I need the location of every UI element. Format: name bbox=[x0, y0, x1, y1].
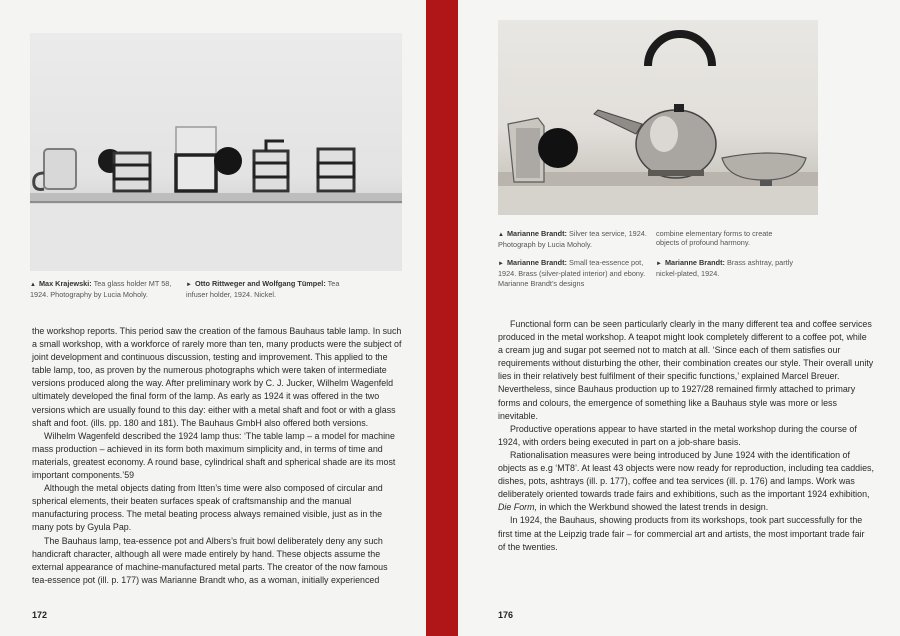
right-paragraph-1: Functional form can be seen particularly clearly in the many different tea and coffee services produced in the metal workshop. A teapot might look completely different to a coffee pot, while a cream jug and sugar pot seemed not to match at all. ‘Since each of them satisfies our requirements without disturbing the other, their combination creates our style. Their overall unity lies in their relatively best fulfilment of their specific functions,’ explained Marcel Breuer. Nevertheless, since Bauhaus production up to 1927/28 remained firmly attached to primary forms and colours, the emergence of something like a Bauhaus style was more or less inevitable. bbox=[498, 319, 874, 421]
tea-glass-holders-illustration bbox=[30, 33, 402, 271]
left-paragraph-4: The Bauhaus lamp, tea-essence pot and Albers’s fruit bowl deliberately deny any such handicraft character, although all were made entirely by hand. These objects assume the external appearance of machine-manufactured metal parts. The creator of the now famous tea-essence pot (ill. p. 177) was Marianne Brandt who, as a woman, initially experienced bbox=[32, 535, 388, 585]
right-paragraph-4: In 1924, the Bauhaus, showing products from its workshops, took part successfully for the first time at the Leipzig trade fair – for commercial art and artists, the most important trade fair of the twenties. bbox=[498, 515, 865, 552]
caption-krajewski-text: Tea glass holder MT 58, 1924. Photography by Lucia Moholy. bbox=[30, 279, 172, 300]
right-body-text bbox=[498, 318, 874, 554]
caption-tea-essence-pot-name: Marianne Brandt: bbox=[506, 258, 567, 267]
caption-rittweger-text: Tea infuser holder, 1924. Nickel. bbox=[186, 279, 340, 300]
triangle-up-icon: ▲ bbox=[30, 282, 36, 288]
caption-tea-service bbox=[498, 229, 648, 250]
tea-service-illustration bbox=[498, 20, 818, 215]
right-paragraph-2: Productive operations appear to have started in the metal workshop during the course of 1924, with orders being executed in part on a job-share basis. bbox=[498, 423, 857, 447]
caption-harmony bbox=[656, 229, 796, 248]
right-paragraph-3 bbox=[498, 449, 874, 514]
triangle-right-icon-ashtray: ► bbox=[656, 261, 662, 267]
book-spine bbox=[426, 0, 458, 636]
left-paragraph-1: the workshop reports. This period saw the creation of the famous Bauhaus table lamp. In such a small workshop, with a workforce of rarely more than ten, many products were the subject of joint development and continuous discussion, testing and improvement. This applied to the table lamp, too, as proven by the numerous photographs which were taken of intermediate versions produced along the way. After preliminary work by C. J. Jucker, Wilhelm Wagenfeld ultimately developed the final form of the lamp. As early as 1924 it was offered in the two versions which are usually found to this day: either with a metal shaft and foot or with a glass shaft and foot. (ills. pp. 180 and 181). The Bauhaus GmbH also offered both versions. bbox=[32, 326, 402, 428]
caption-ashtray bbox=[656, 258, 796, 279]
photo-tea-service bbox=[498, 20, 818, 215]
right-paragraph-3-end: in which the Werkbund showed the latest trends in design. bbox=[539, 502, 769, 513]
triangle-right-icon-pot: ► bbox=[498, 261, 504, 267]
caption-tea-service-text: Silver tea service, 1924. Photograph by Lucia Moholy. bbox=[498, 229, 647, 250]
caption-ashtray-name: Marianne Brandt: bbox=[664, 258, 725, 267]
left-paragraph-3: Although the metal objects dating from Itten’s time were also composed of circular and spherical elements, their beaten surfaces speak of craftsmanship and the manual manufacturing process. The metal beating process always remained visible, just as in the many pots by Gyula Pap. bbox=[32, 483, 383, 533]
caption-harmony-text: combine elementary forms to create objects of profound harmony. bbox=[656, 229, 773, 248]
caption-krajewski bbox=[30, 279, 175, 300]
exhibition-title: Die Form, bbox=[498, 502, 537, 513]
caption-tea-essence-pot-text: Small tea-essence pot, 1924. Brass (silver-plated interior) and ebony. Marianne Brandt’s designs bbox=[498, 258, 646, 288]
caption-tea-essence-pot bbox=[498, 258, 648, 288]
right-paragraph-3-text: Rationalisation measures were being introduced by June 1924 with the identification of objects as e.g ‘MT8’. At least 43 objects were now ready for reproduction, including tea caddies, dishes, pots, ashtrays (ill. p. 177), coffee and tea services (ill. p. 176) and lamps. Work was deliberately oriented towards trade fairs and exhibitions, such as the important 1924 exhibition, bbox=[498, 449, 874, 500]
triangle-up-icon-right: ▲ bbox=[498, 232, 504, 238]
photo-tea-glass-holders bbox=[30, 33, 402, 271]
caption-tea-service-name: Marianne Brandt: bbox=[506, 229, 567, 238]
left-body-text bbox=[32, 325, 402, 587]
page-number-left: 172 bbox=[32, 610, 48, 620]
caption-krajewski-name: Max Krajewski: bbox=[38, 279, 92, 288]
caption-rittweger bbox=[186, 279, 346, 300]
page-number-right: 176 bbox=[498, 610, 514, 620]
caption-ashtray-text: Brass ashtray, partly nickel-plated, 1924. bbox=[656, 258, 793, 279]
left-paragraph-2: Wilhelm Wagenfeld described the 1924 lamp thus: ‘The table lamp – a model for machine mass production – achieved in its form both maximum simplicity and, in terms of time and materials, greatest economy. A round base, cylindrical shaft and spherical shade are its most important components.’59 bbox=[32, 430, 396, 481]
caption-rittweger-name: Otto Rittweger and Wolfgang Tümpel: bbox=[194, 279, 326, 288]
triangle-right-icon: ► bbox=[186, 282, 192, 288]
